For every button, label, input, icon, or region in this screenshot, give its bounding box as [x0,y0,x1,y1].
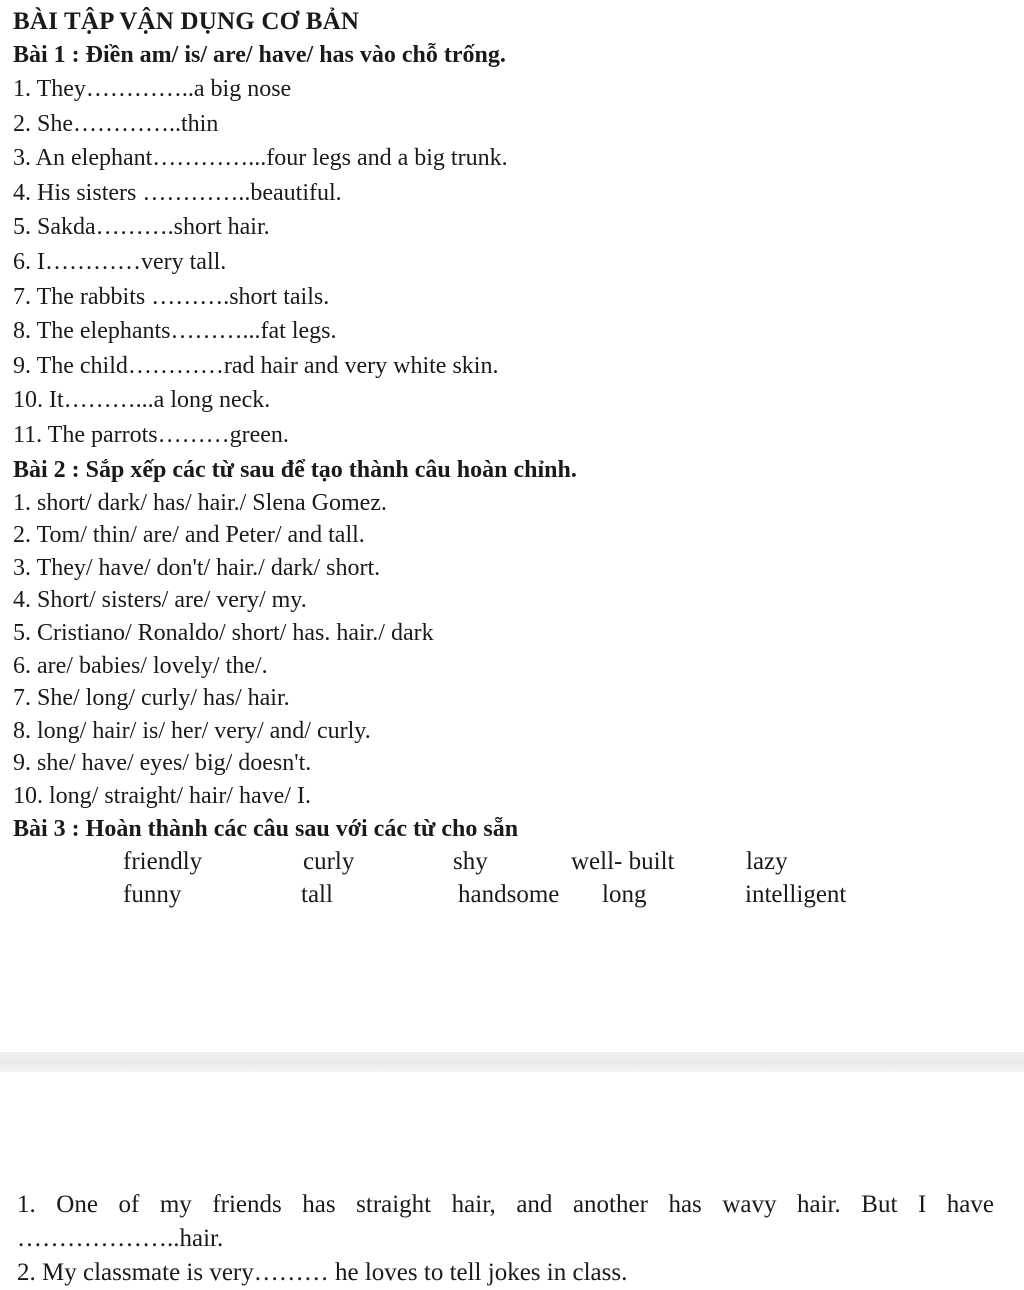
exercise-2-list [13,487,1003,813]
exercise-3-heading: Bài 3 : Hoàn thành các câu sau với các từ cho sẵn [13,816,519,843]
exercise-3-questions [17,1188,994,1290]
exercise-1-list [13,72,1003,453]
word-bank [13,846,1003,914]
exercise-1-item: 3. An elephant…………...four legs and a big trunk. [13,145,508,172]
exercise-1-item: 6. I…………very tall. [13,248,227,275]
exercise-2-item: 10. long/ straight/ hair/ have/ I. [13,782,311,809]
word-bank-word: well- built [571,848,675,876]
page-title: BÀI TẬP VẬN DỤNG CƠ BẢN [13,8,360,35]
exercise-1-item: 11. The parrots………green. [13,421,289,448]
word-bank-word: friendly [123,848,203,876]
exercise-2-item: 6. are/ babies/ lovely/ the/. [13,652,268,679]
exercise-3-question-1: 1. One of my friends has straight hair, and another has wavy hair. But I have [17,1191,994,1218]
exercise-2-item: 7. She/ long/ curly/ has/ hair. [13,685,290,712]
page-separator [0,1052,1024,1072]
exercise-2-item: 5. Cristiano/ Ronaldo/ short/ has. hair./ dark [13,619,434,646]
exercise-2-item: 3. They/ have/ don't/ hair./ dark/ short. [13,554,381,581]
exercise-1-item: 5. Sakda……….short hair. [13,214,270,241]
word-bank-word: lazy [746,848,788,876]
exercise-3-question-1-blank: ………………..hair. [17,1225,224,1252]
word-bank-word: long [602,881,647,909]
exercise-2-heading: Bài 2 : Sắp xếp các từ sau để tạo thành câu hoàn chỉnh. [13,456,577,483]
worksheet-page-bottom [0,1072,1024,1286]
exercise-1-item: 1. They…………..a big nose [13,76,292,102]
exercise-2-item: 2. Tom/ thin/ are/ and Peter/ and tall. [13,522,365,549]
exercise-2-item: 9. she/ have/ eyes/ big/ doesn't. [13,750,312,777]
word-bank-word: shy [453,848,488,876]
exercise-2-item: 1. short/ dark/ has/ hair./ Slena Gomez. [13,489,387,516]
word-bank-word: funny [123,881,182,909]
word-bank-word: curly [303,848,355,876]
word-bank-word: intelligent [745,881,847,909]
exercise-2-item: 4. Short/ sisters/ are/ very/ my. [13,587,307,614]
exercise-1-item: 9. The child…………rad hair and very white skin. [13,352,499,379]
word-bank-word: handsome [458,881,560,909]
worksheet-content [13,6,1003,914]
word-bank-word: tall [301,881,333,909]
exercise-1-item: 10. It………...a long neck. [13,387,271,414]
exercise-3-question-2: 2. My classmate is very……… he loves to tell jokes in class. [17,1259,628,1286]
exercise-1-item: 4. His sisters …………..beautiful. [13,179,342,206]
exercise-2-item: 8. long/ hair/ is/ her/ very/ and/ curly. [13,717,371,744]
exercise-1-heading: Bài 1 : Điền am/ is/ are/ have/ has vào chỗ trống. [13,42,506,68]
exercise-1-item: 8. The elephants………...fat legs. [13,318,337,345]
exercise-1-item: 7. The rabbits ……….short tails. [13,283,330,310]
exercise-1-item: 2. She…………..thin [13,110,219,137]
